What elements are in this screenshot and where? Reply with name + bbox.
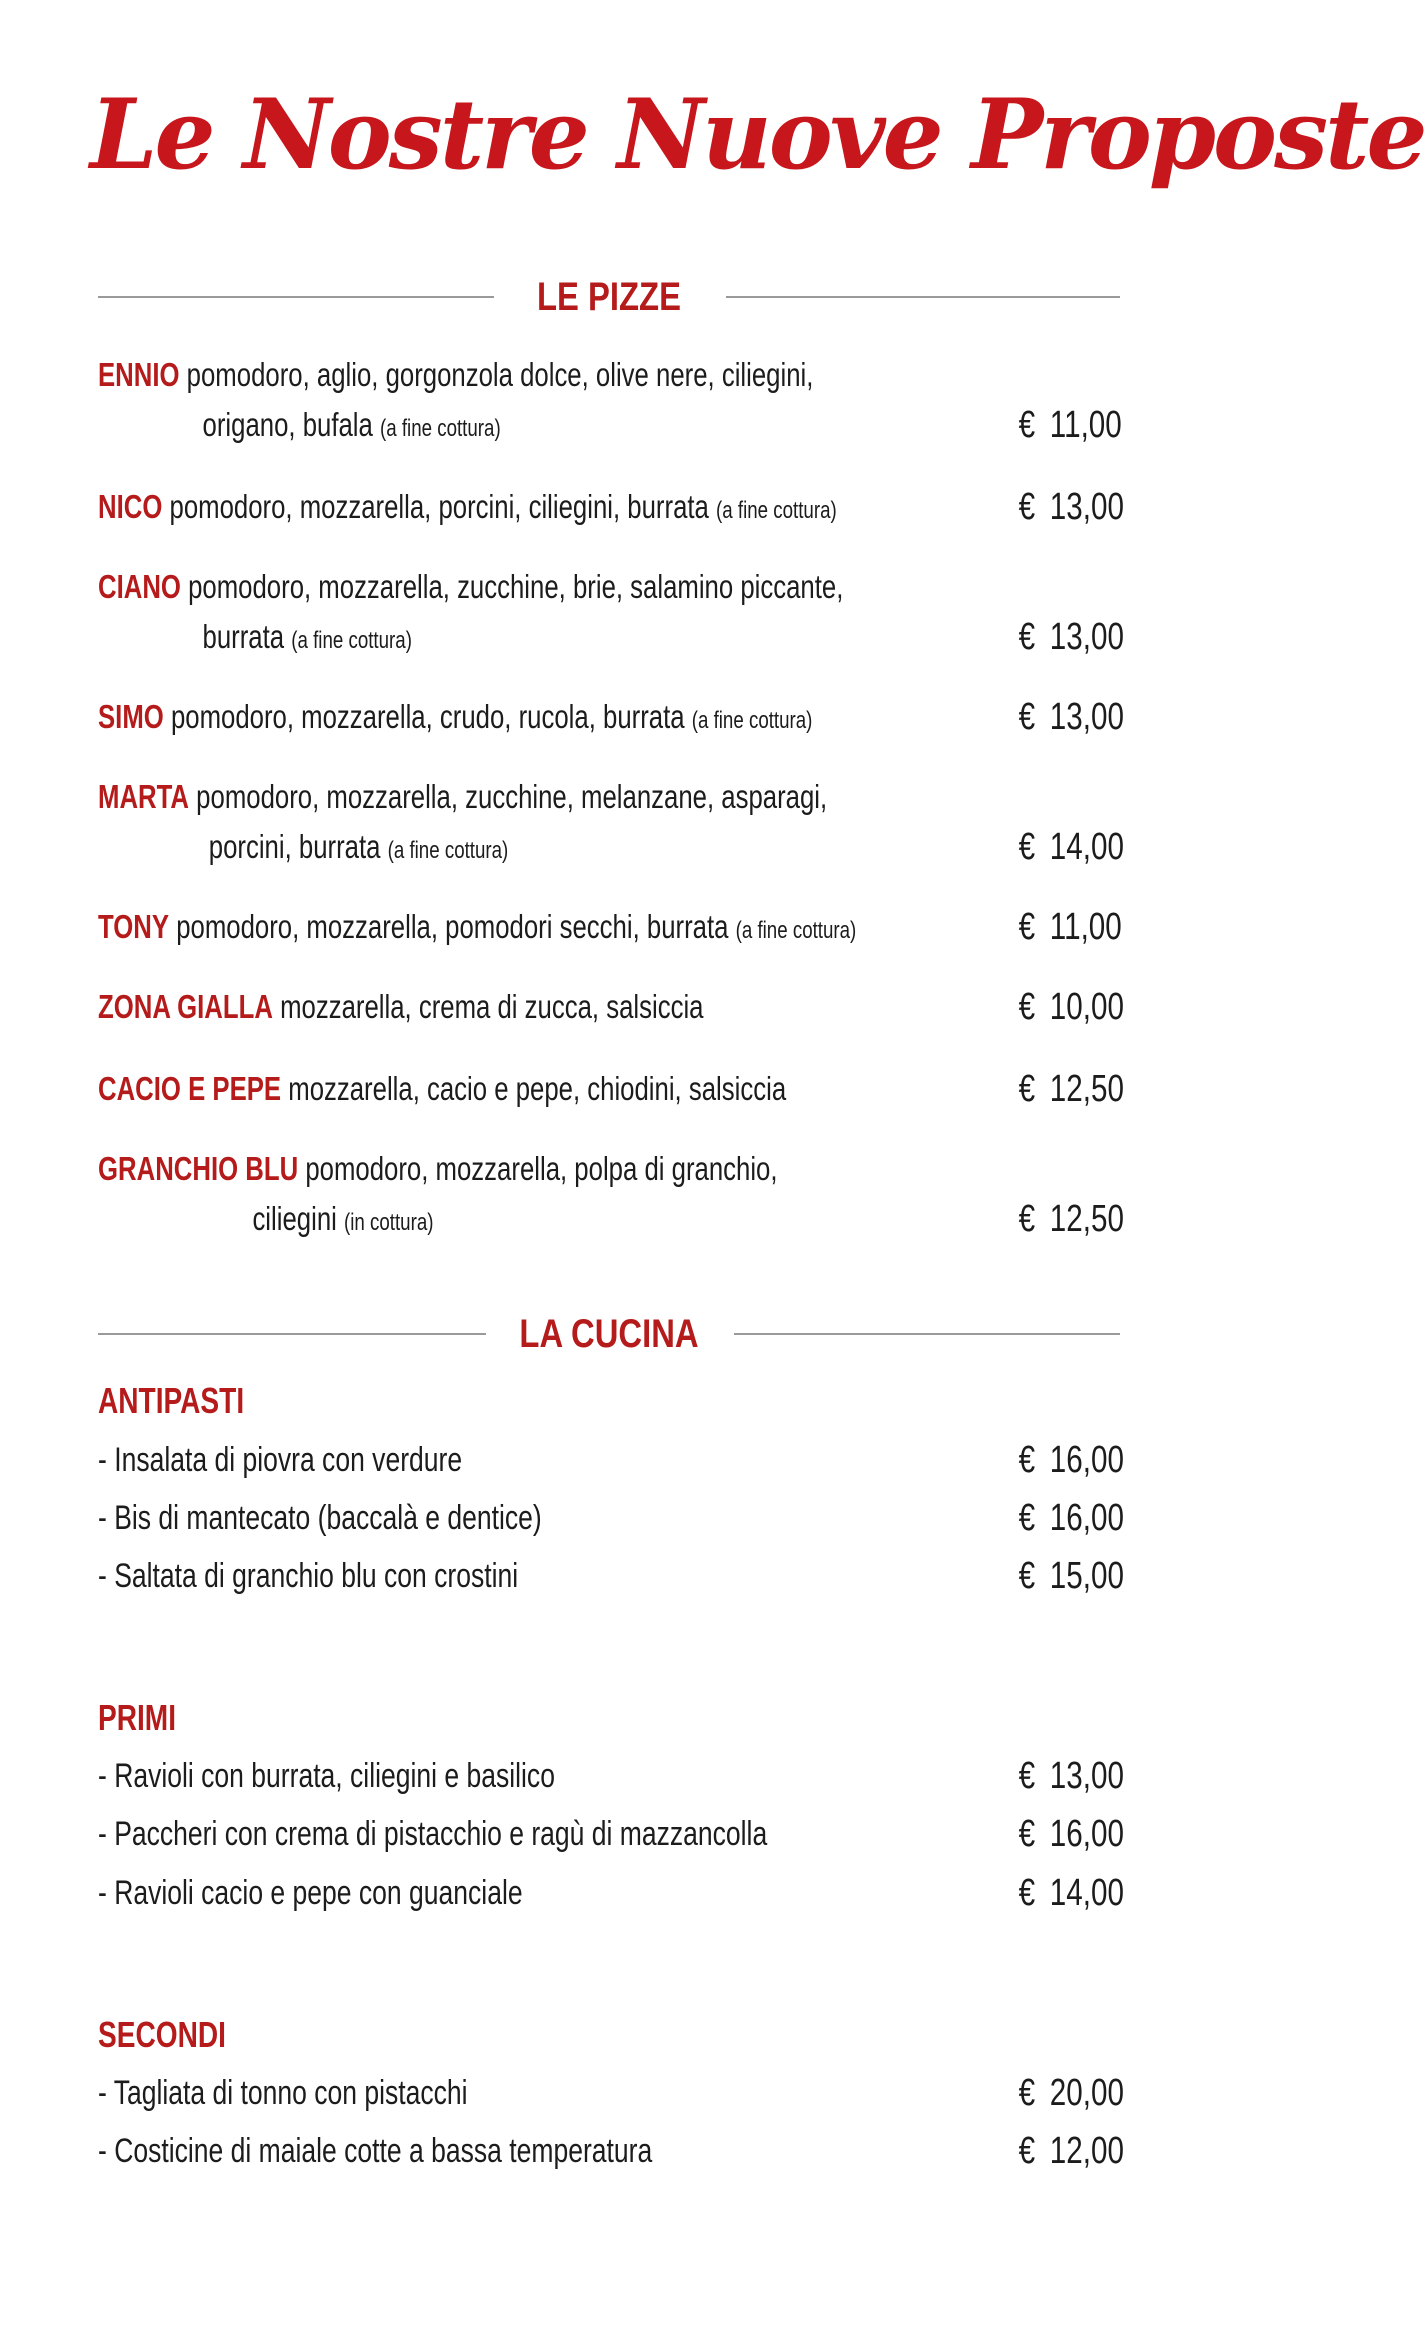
pizza-item	[98, 902, 1120, 952]
price-value: 11,00	[1049, 906, 1122, 948]
dish-item	[98, 1493, 1124, 1543]
dish-name: - Ravioli cacio e pepe con guanciale	[98, 1874, 523, 1912]
euro-symbol: €	[1018, 696, 1036, 738]
euro-symbol: €	[1018, 986, 1036, 1028]
pizza-name: CIANO	[98, 568, 181, 605]
pizza-name: ZONA GIALLA	[98, 988, 273, 1025]
category-title-antipasti: ANTIPASTI	[98, 1380, 245, 1421]
section-title-pizze: LE PIZZE	[537, 275, 681, 319]
pizza-ingredients: mozzarella, cacio e pepe, chiodini, salsiccia	[288, 1070, 787, 1107]
dish-item	[98, 2126, 1124, 2176]
dish-price	[1018, 1868, 1124, 1918]
dish-item	[98, 1751, 1124, 1801]
pizza-price	[1018, 482, 1124, 532]
dish-name: - Ravioli con burrata, ciliegini e basilico	[98, 1757, 555, 1795]
pizza-ingredients: pomodoro, mozzarella, zucchine, brie, salamino piccante,	[188, 568, 844, 605]
pizza-note: (a fine cottura)	[716, 497, 837, 524]
pizza-price	[1019, 400, 1120, 450]
pizza-price	[1018, 982, 1124, 1032]
pizza-price	[1018, 1194, 1124, 1244]
category-title-primi: PRIMI	[98, 1697, 177, 1738]
price-value: 12,50	[1049, 1198, 1124, 1240]
dish-price	[1018, 2068, 1124, 2118]
pizza-note: (a fine cottura)	[691, 707, 813, 734]
menu-title: Le Nostre Nuove Proposte	[90, 78, 1425, 191]
euro-symbol: €	[1018, 1872, 1036, 1914]
pizza-price	[1018, 1064, 1124, 1114]
euro-symbol: €	[1018, 1497, 1036, 1539]
euro-symbol: €	[1018, 906, 1036, 948]
dish-price	[1018, 1809, 1124, 1859]
pizza-item	[98, 692, 1124, 742]
price-value: 14,00	[1049, 1872, 1124, 1914]
dish-price	[1018, 2126, 1124, 2176]
dish-item	[98, 1868, 1124, 1918]
price-value: 13,00	[1049, 696, 1124, 738]
euro-symbol: €	[1018, 1813, 1036, 1855]
dish-name: - Bis di mantecato (baccalà e dentice)	[98, 1499, 542, 1537]
euro-symbol: €	[1018, 616, 1036, 658]
section-title-cucina: LA CUCINA	[519, 1312, 699, 1356]
pizza-item	[98, 1064, 1124, 1114]
dish-name: - Tagliata di tonno con pistacchi	[98, 2074, 468, 2112]
section-header-pizze	[98, 272, 1120, 322]
price-value: 10,00	[1049, 986, 1124, 1028]
euro-symbol: €	[1018, 1555, 1036, 1597]
dish-price	[1018, 1493, 1124, 1543]
category-title-secondi: SECONDI	[98, 2014, 226, 2055]
divider-right	[734, 1333, 1120, 1335]
dish-price	[1018, 1435, 1124, 1485]
pizza-name: TONY	[98, 908, 170, 945]
price-value: 12,00	[1049, 2130, 1124, 2172]
price-value: 15,00	[1049, 1555, 1124, 1597]
pizza-item	[98, 772, 1124, 872]
pizza-ingredients: pomodoro, mozzarella, zucchine, melanzane, asparagi,	[196, 778, 828, 815]
dish-name: - Paccheri con crema di pistacchio e ragù di mazzancolla	[98, 1815, 768, 1853]
dish-price	[1018, 1551, 1124, 1601]
pizza-ingredients: pomodoro, aglio, gorgonzola dolce, olive nere, ciliegini,	[186, 356, 814, 393]
pizza-note: (a fine cottura)	[379, 415, 501, 442]
pizza-item	[98, 350, 1120, 450]
price-value: 13,00	[1049, 1755, 1124, 1797]
pizza-ingredients-cont: burrata	[202, 618, 285, 655]
dish-item	[98, 1551, 1124, 1601]
price-value: 12,50	[1049, 1068, 1124, 1110]
pizza-name: NICO	[98, 488, 163, 525]
euro-symbol: €	[1018, 1198, 1036, 1240]
price-value: 20,00	[1049, 2072, 1124, 2114]
euro-symbol: €	[1018, 486, 1036, 528]
pizza-item	[98, 1144, 1124, 1244]
dish-item	[98, 1435, 1124, 1485]
pizza-item	[98, 562, 1124, 662]
section-header-cucina	[98, 1309, 1120, 1359]
pizza-note: (a fine cottura)	[291, 627, 412, 654]
pizza-ingredients-cont: origano, bufala	[202, 406, 373, 443]
pizza-note: (in cottura)	[344, 1209, 434, 1236]
pizza-price	[1018, 822, 1124, 872]
price-value: 16,00	[1049, 1813, 1124, 1855]
pizza-ingredients: pomodoro, mozzarella, polpa di granchio,	[305, 1150, 778, 1187]
euro-symbol: €	[1018, 404, 1036, 446]
pizza-item	[98, 982, 1124, 1032]
pizza-ingredients: pomodoro, mozzarella, crudo, rucola, burrata	[170, 698, 685, 735]
price-value: 16,00	[1049, 1439, 1124, 1481]
euro-symbol: €	[1018, 1068, 1036, 1110]
price-value: 11,00	[1049, 404, 1122, 446]
pizza-ingredients-cont: ciliegini	[252, 1200, 337, 1237]
euro-symbol: €	[1018, 2130, 1036, 2172]
euro-symbol: €	[1018, 1755, 1036, 1797]
pizza-name: GRANCHIO BLU	[98, 1150, 299, 1187]
pizza-name: SIMO	[98, 698, 164, 735]
dish-name: - Insalata di piovra con verdure	[98, 1441, 463, 1479]
price-value: 13,00	[1049, 486, 1124, 528]
pizza-ingredients: pomodoro, mozzarella, pomodori secchi, burrata	[176, 908, 729, 945]
pizza-item	[98, 482, 1124, 532]
pizza-name: CACIO E PEPE	[98, 1070, 282, 1107]
price-value: 14,00	[1049, 826, 1124, 868]
euro-symbol: €	[1018, 1439, 1036, 1481]
pizza-price	[1019, 902, 1120, 952]
pizza-ingredients: pomodoro, mozzarella, porcini, ciliegini, burrata	[169, 488, 709, 525]
pizza-price	[1018, 612, 1124, 662]
pizza-note: (a fine cottura)	[735, 917, 857, 944]
euro-symbol: €	[1018, 2072, 1036, 2114]
divider-right	[726, 296, 1120, 298]
euro-symbol: €	[1018, 826, 1036, 868]
dish-item	[98, 2068, 1124, 2118]
pizza-name: ENNIO	[98, 356, 180, 393]
price-value: 13,00	[1049, 616, 1124, 658]
pizza-name: MARTA	[98, 778, 190, 815]
pizza-price	[1018, 692, 1124, 742]
pizza-ingredients: mozzarella, crema di zucca, salsiccia	[280, 988, 704, 1025]
price-value: 16,00	[1049, 1497, 1124, 1539]
dish-name: - Saltata di granchio blu con crostini	[98, 1557, 519, 1595]
dish-item	[98, 1809, 1124, 1859]
pizza-note: (a fine cottura)	[387, 837, 509, 864]
pizza-ingredients-cont: porcini, burrata	[208, 828, 381, 865]
dish-name: - Costicine di maiale cotte a bassa temperatura	[98, 2132, 653, 2170]
dish-price	[1018, 1751, 1124, 1801]
